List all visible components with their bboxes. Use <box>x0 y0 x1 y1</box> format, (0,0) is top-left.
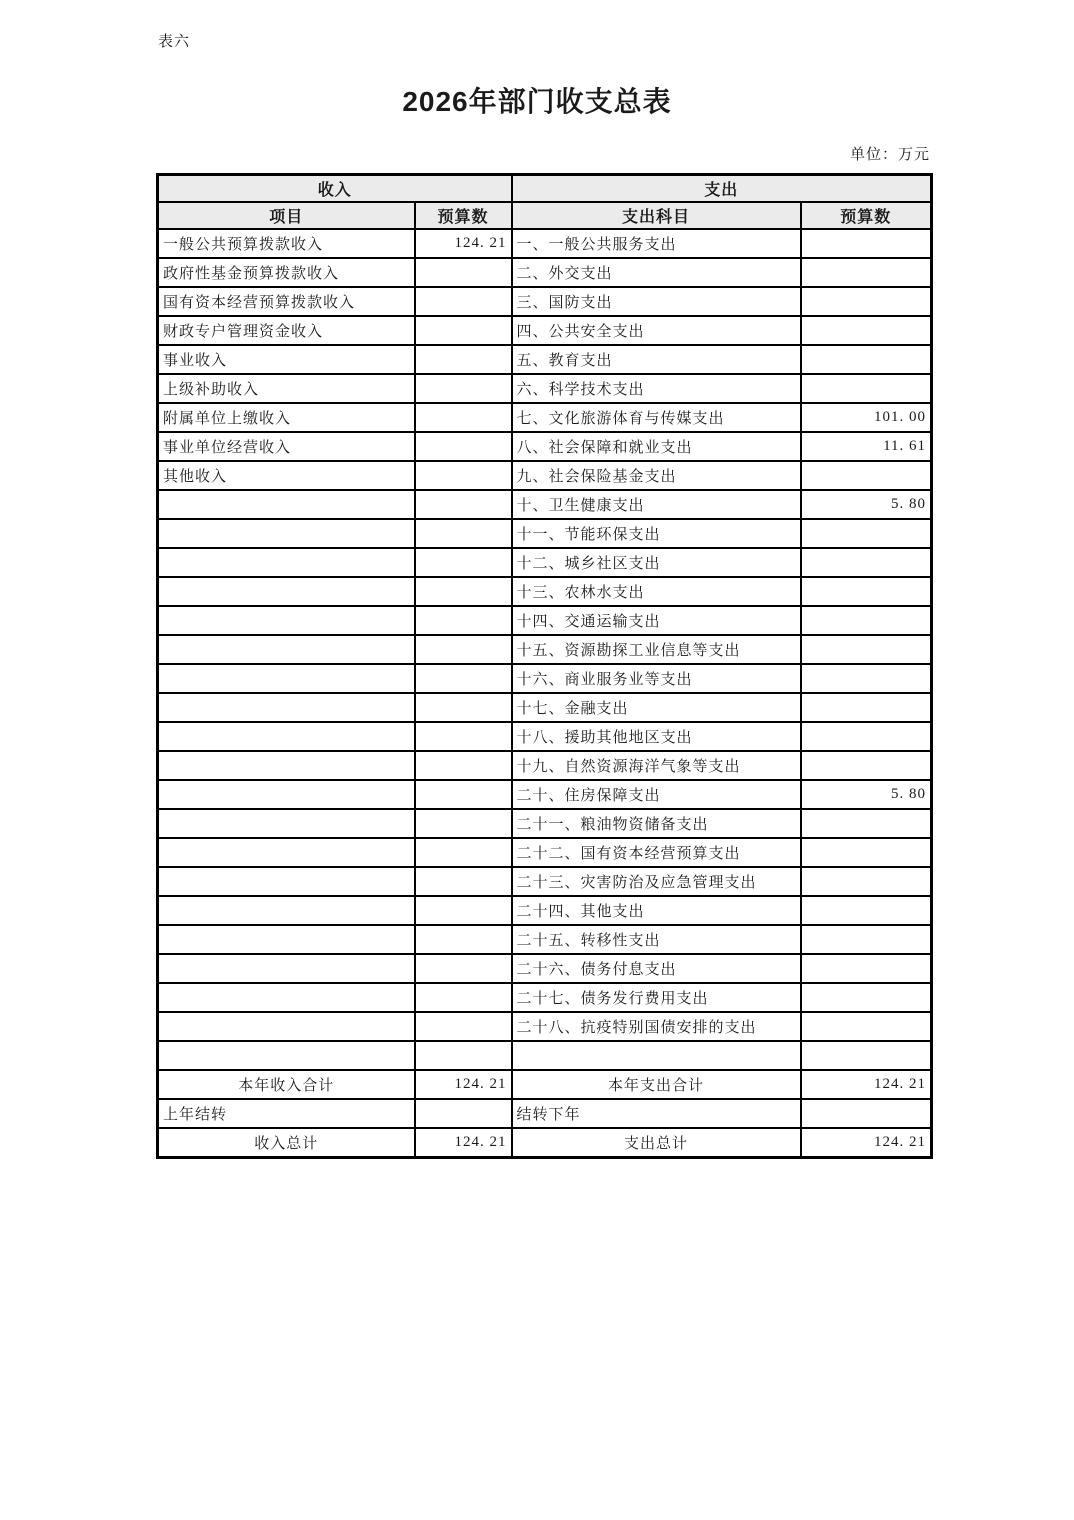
income-budget-cell <box>415 287 512 316</box>
income-budget-cell <box>415 374 512 403</box>
expense-item-cell <box>512 1041 801 1070</box>
expense-budget-cell: 101. 00 <box>801 403 932 432</box>
table-row <box>158 925 932 954</box>
expense-budget-cell <box>801 519 932 548</box>
income-budget-cell <box>415 519 512 548</box>
expense-item-cell: 结转下年 <box>512 1099 801 1128</box>
income-budget-cell <box>415 1099 512 1128</box>
expense-item-cell: 十、卫生健康支出 <box>512 490 801 519</box>
current-year-total-row <box>158 1070 932 1099</box>
income-item-cell: 国有资本经营预算拨款收入 <box>158 287 415 316</box>
table-row <box>158 258 932 287</box>
expense-budget-cell <box>801 809 932 838</box>
table-body <box>158 229 932 1158</box>
expense-item-cell: 一、一般公共服务支出 <box>512 229 801 258</box>
expense-budget-cell <box>801 461 932 490</box>
expense-item-cell: 二十、住房保障支出 <box>512 780 801 809</box>
table-row <box>158 838 932 867</box>
section-header-row <box>158 175 932 203</box>
income-budget-cell <box>415 432 512 461</box>
income-budget-cell <box>415 345 512 374</box>
income-budget-cell <box>415 896 512 925</box>
expense-budget-cell <box>801 664 932 693</box>
expense-budget-cell <box>801 229 932 258</box>
expense-section-header: 支出 <box>512 175 932 203</box>
expense-budget-cell <box>801 722 932 751</box>
income-budget-cell <box>415 403 512 432</box>
expense-budget-cell <box>801 606 932 635</box>
table-row <box>158 664 932 693</box>
income-item-cell: 本年收入合计 <box>158 1070 415 1099</box>
income-budget-cell <box>415 635 512 664</box>
expense-budget-cell <box>801 1012 932 1041</box>
income-item-cell <box>158 925 415 954</box>
income-item-cell: 附属单位上缴收入 <box>158 403 415 432</box>
expense-item-cell: 十二、城乡社区支出 <box>512 548 801 577</box>
expense-item-cell: 二十三、灾害防治及应急管理支出 <box>512 867 801 896</box>
income-item-cell <box>158 519 415 548</box>
expense-item-cell: 十四、交通运输支出 <box>512 606 801 635</box>
income-budget-cell <box>415 809 512 838</box>
income-item-cell <box>158 635 415 664</box>
income-section-header: 收入 <box>158 175 512 203</box>
table-row <box>158 1041 932 1070</box>
expense-item-cell: 二十八、抗疫特别国债安排的支出 <box>512 1012 801 1041</box>
income-budget-cell <box>415 606 512 635</box>
income-budget-cell <box>415 838 512 867</box>
table-row <box>158 954 932 983</box>
income-budget-cell <box>415 548 512 577</box>
expense-budget-cell <box>801 548 932 577</box>
income-item-cell: 收入总计 <box>158 1128 415 1158</box>
table-row <box>158 403 932 432</box>
income-item-cell <box>158 780 415 809</box>
expense-budget-cell <box>801 838 932 867</box>
income-item-cell <box>158 896 415 925</box>
income-budget-cell <box>415 867 512 896</box>
table-row <box>158 693 932 722</box>
income-item-cell: 事业单位经营收入 <box>158 432 415 461</box>
expense-item-cell: 支出总计 <box>512 1128 801 1158</box>
income-budget-cell <box>415 258 512 287</box>
expense-item-cell: 九、社会保险基金支出 <box>512 461 801 490</box>
income-item-cell <box>158 664 415 693</box>
table-row <box>158 896 932 925</box>
table-row <box>158 519 932 548</box>
expense-item-cell: 本年支出合计 <box>512 1070 801 1099</box>
income-item-cell <box>158 954 415 983</box>
income-item-cell: 事业收入 <box>158 345 415 374</box>
table-row <box>158 635 932 664</box>
income-item-cell <box>158 490 415 519</box>
expense-budget-cell <box>801 316 932 345</box>
income-item-cell <box>158 751 415 780</box>
expense-item-cell: 二、外交支出 <box>512 258 801 287</box>
expense-budget-cell <box>801 954 932 983</box>
income-budget-cell <box>415 1012 512 1041</box>
carryover-row <box>158 1099 932 1128</box>
expense-item-cell: 三、国防支出 <box>512 287 801 316</box>
income-item-cell <box>158 1041 415 1070</box>
expense-budget-cell <box>801 983 932 1012</box>
expense-budget-cell <box>801 345 932 374</box>
table-row <box>158 432 932 461</box>
expense-budget-cell <box>801 693 932 722</box>
income-item-cell: 其他收入 <box>158 461 415 490</box>
expense-item-cell: 十八、援助其他地区支出 <box>512 722 801 751</box>
expense-budget-cell: 124. 21 <box>801 1128 932 1158</box>
expense-item-cell: 二十二、国有资本经营预算支出 <box>512 838 801 867</box>
column-header-expense-subject: 支出科目 <box>512 202 801 229</box>
column-header-row <box>158 202 932 229</box>
expense-budget-cell <box>801 1041 932 1070</box>
expense-item-cell: 八、社会保障和就业支出 <box>512 432 801 461</box>
table-row <box>158 548 932 577</box>
expense-item-cell: 十一、节能环保支出 <box>512 519 801 548</box>
income-budget-cell <box>415 1041 512 1070</box>
table-row <box>158 229 932 258</box>
table-row <box>158 606 932 635</box>
income-budget-cell <box>415 461 512 490</box>
table-row <box>158 983 932 1012</box>
expense-budget-cell <box>801 635 932 664</box>
income-item-cell: 上年结转 <box>158 1099 415 1128</box>
table-row <box>158 577 932 606</box>
expense-item-cell: 十三、农林水支出 <box>512 577 801 606</box>
income-item-cell <box>158 693 415 722</box>
income-budget-cell <box>415 954 512 983</box>
expense-budget-cell <box>801 374 932 403</box>
expense-item-cell: 二十七、债务发行费用支出 <box>512 983 801 1012</box>
table-row <box>158 490 932 519</box>
expense-item-cell: 二十五、转移性支出 <box>512 925 801 954</box>
table-row <box>158 287 932 316</box>
unit-note: 单位：万元 <box>849 147 930 163</box>
column-header-item: 项目 <box>158 202 415 229</box>
expense-item-cell: 十七、金融支出 <box>512 693 801 722</box>
income-budget-cell <box>415 316 512 345</box>
income-budget-cell <box>415 664 512 693</box>
expense-item-cell: 十五、资源勘探工业信息等支出 <box>512 635 801 664</box>
income-budget-cell: 124. 21 <box>415 1128 512 1158</box>
expense-item-cell: 七、文化旅游体育与传媒支出 <box>512 403 801 432</box>
page-title: 2026年部门收支总表 <box>402 86 672 117</box>
column-header-expense-budget: 预算数 <box>801 202 932 229</box>
table-row <box>158 867 932 896</box>
income-item-cell: 政府性基金预算拨款收入 <box>158 258 415 287</box>
income-item-cell <box>158 838 415 867</box>
income-item-cell <box>158 1012 415 1041</box>
income-item-cell <box>158 867 415 896</box>
income-item-cell: 一般公共预算拨款收入 <box>158 229 415 258</box>
income-budget-cell <box>415 983 512 1012</box>
income-item-cell <box>158 983 415 1012</box>
table-row <box>158 374 932 403</box>
income-budget-cell <box>415 693 512 722</box>
income-budget-cell: 124. 21 <box>415 229 512 258</box>
grand-total-row <box>158 1128 932 1158</box>
table-row <box>158 722 932 751</box>
expense-budget-cell <box>801 867 932 896</box>
income-item-cell <box>158 548 415 577</box>
column-header-income-budget: 预算数 <box>415 202 512 229</box>
expense-item-cell: 六、科学技术支出 <box>512 374 801 403</box>
table-row <box>158 461 932 490</box>
income-budget-cell <box>415 780 512 809</box>
expense-item-cell: 十九、自然资源海洋气象等支出 <box>512 751 801 780</box>
budget-table <box>156 173 933 1159</box>
income-budget-cell <box>415 490 512 519</box>
income-budget-cell <box>415 751 512 780</box>
table-row <box>158 345 932 374</box>
income-item-cell <box>158 606 415 635</box>
income-budget-cell <box>415 925 512 954</box>
expense-budget-cell: 5. 80 <box>801 490 932 519</box>
expense-budget-cell <box>801 1099 932 1128</box>
expense-budget-cell <box>801 577 932 606</box>
expense-item-cell: 五、教育支出 <box>512 345 801 374</box>
income-budget-cell <box>415 577 512 606</box>
table-row <box>158 780 932 809</box>
table-row <box>158 316 932 345</box>
income-item-cell: 财政专户管理资金收入 <box>158 316 415 345</box>
expense-budget-cell: 124. 21 <box>801 1070 932 1099</box>
income-item-cell: 上级补助收入 <box>158 374 415 403</box>
table-row <box>158 1012 932 1041</box>
expense-budget-cell <box>801 751 932 780</box>
expense-budget-cell <box>801 258 932 287</box>
expense-item-cell: 二十四、其他支出 <box>512 896 801 925</box>
expense-budget-cell: 11. 61 <box>801 432 932 461</box>
income-budget-cell: 124. 21 <box>415 1070 512 1099</box>
table-row <box>158 809 932 838</box>
expense-item-cell: 四、公共安全支出 <box>512 316 801 345</box>
income-item-cell <box>158 722 415 751</box>
expense-budget-cell <box>801 925 932 954</box>
income-item-cell <box>158 577 415 606</box>
expense-budget-cell <box>801 287 932 316</box>
table-row <box>158 751 932 780</box>
income-item-cell <box>158 809 415 838</box>
expense-item-cell: 二十六、债务付息支出 <box>512 954 801 983</box>
expense-budget-cell <box>801 896 932 925</box>
expense-budget-cell: 5. 80 <box>801 780 932 809</box>
table-number-label: 表六 <box>158 34 191 50</box>
income-budget-cell <box>415 722 512 751</box>
expense-item-cell: 十六、商业服务业等支出 <box>512 664 801 693</box>
expense-item-cell: 二十一、粮油物资储备支出 <box>512 809 801 838</box>
